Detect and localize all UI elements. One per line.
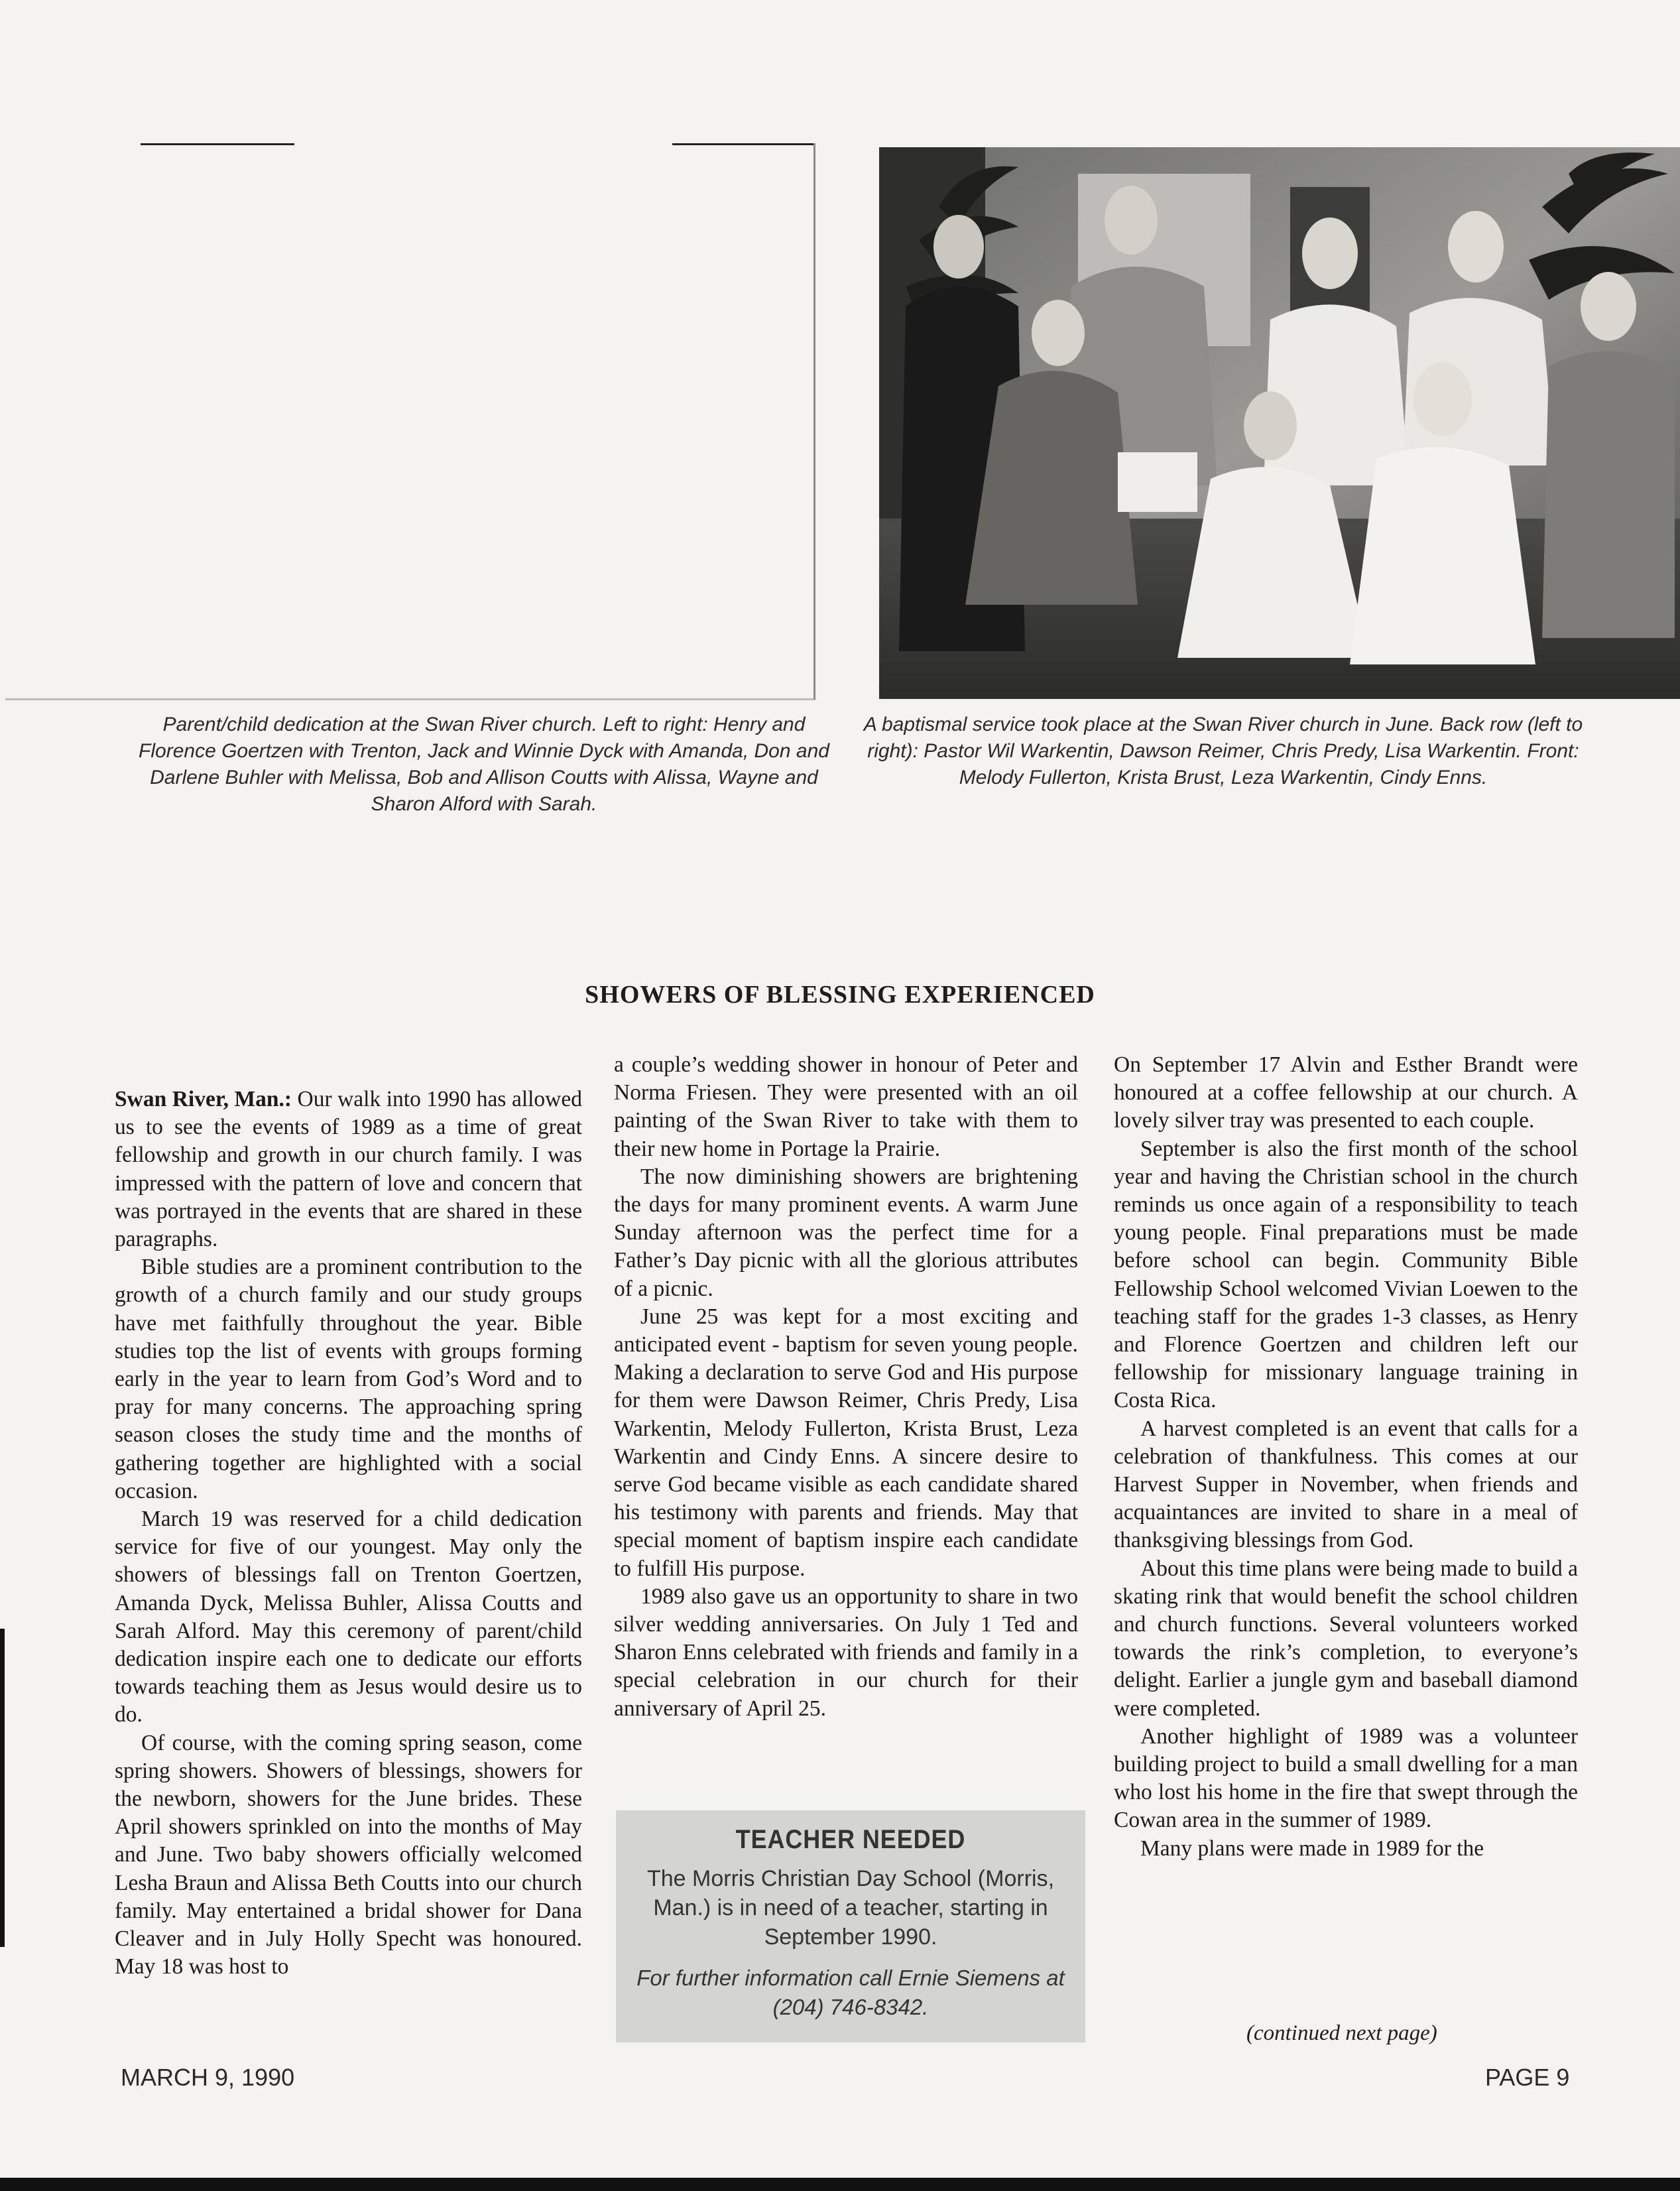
article-paragraph: The now diminishing showers are brightening the days for many prominent events. A warm June Sunday afternoon was the perfect time for a Father’s Day picnic with all the glorious attributes of a picnic. <box>614 1164 1078 1301</box>
teacher-ad-contact: For further information call Ernie Siemens at (204) 746-8342. <box>636 1966 1065 2019</box>
article-headline: SHOWERS OF BLESSING EXPERIENCED <box>585 981 1095 1009</box>
baptism-photo-image <box>879 147 1680 699</box>
article-paragraph: On September 17 Alvin and Esther Brandt were honoured at a coffee fellowship at our church. A lovely silver tray was presented to each couple. <box>1114 1052 1578 1133</box>
article-paragraph: Many plans were made in 1989 for the <box>1140 1836 1484 1861</box>
article-paragraph: Bible studies are a prominent contribution to the growth of a church family and our study groups have met faithfully throughout the year. Bible studies top the list of events with groups forming early in the year to learn from God’s Word and to pray for many concerns. The approaching spring season closes the study time and the months of gathering together are highlighted with a social occasion. <box>115 1255 582 1503</box>
teacher-needed-ad <box>616 1810 1085 2042</box>
article-column-1 <box>115 1086 582 1981</box>
teacher-ad-title: TEACHER NEEDED <box>735 1825 966 1854</box>
baptism-photo-caption: A baptismal service took place at the Swan River church in June. Back row (left to right): Pastor Wil Warkentin, Dawson Reimer, Chris Predy, Lisa Warkentin. Front: Melody Fullerton, Krista Brust, Leza Warkentin, Cindy Enns. <box>863 714 1583 788</box>
article-paragraph: June 25 was kept for a most exciting and anticipated event - baptism for seven young people. Making a declaration to serve God and His purpose for them were Dawson Reimer, Chris Predy, Lisa Warkentin, Melody Fullerton, Krista Brust, Leza Warkentin and Cindy Enns. A sincere desire to serve God became visible as each candidate shared his testimony with parents and friends. May that special moment of baptism inspire each candidate to fulfill His purpose. <box>614 1304 1078 1581</box>
article-column-2 <box>614 1051 1078 1723</box>
article-paragraph: Swan River, Man.: Our walk into 1990 has allowed us to see the events of 1989 as a time of great fellowship and growth in our church family. I was impressed with the pattern of love and concern that was portrayed in the events that are shared in these paragraphs. <box>115 1087 582 1252</box>
article-paragraph: About this time plans were being made to build a skating rink that would benefit the school children and church functions. Several volunteers worked towards the rink’s completion, to everyone’s delight. Earlier a jungle gym and baseball diamond were completed. <box>1114 1556 1578 1721</box>
article-dateline: Swan River, Man.: <box>115 1087 292 1111</box>
article-column-3 <box>1114 1051 1578 1863</box>
article-paragraph: Another highlight of 1989 was a volunteer building project to build a small dwelling for a man who lost his home in the fire that swept through the Cowan area in the summer of 1989. <box>1114 1723 1578 1833</box>
article-paragraph: September is also the first month of the school year and having the Christian school in the church reminds us once again of a responsibility to teach young people. Final preparations must be made before school can begin. Community Bible Fellowship School welcomed Vivian Loewen to the teaching staff for the grades 1-3 classes, as Henry and Florence Goertzen and children left our fellowship for missionary language training in Costa Rica. <box>1114 1136 1578 1413</box>
issue-date: MARCH 9, 1990 <box>121 2064 295 2091</box>
continued-note: (continued next page) <box>1246 2021 1437 2045</box>
article-paragraph: March 19 was reserved for a child dedication service for five of our youngest. May only the showers of blessings fall on Trenton Goertzen, Amanda Dyck, Melissa Buhler, Alissa Coutts and Sarah Alford. May this ceremony of parent/child dedication inspire each one to dedicate our efforts towards teaching them as Jesus would desire us to do. <box>115 1507 582 1727</box>
dedication-photo-frame <box>5 143 815 700</box>
scan-bottom-edge <box>0 2178 1680 2191</box>
article-paragraph: Of course, with the coming spring season, come spring showers. Showers of blessings, showers for the newborn, showers for the June brides. These April showers sprinkled on into the months of May and June. Two baby showers officially welcomed Lesha Braun and Alissa Beth Coutts into our church family. May entertained a bridal shower for Dana Cleaver and in July Holly Specht was honoured. May 18 was host to <box>115 1730 582 1979</box>
article-paragraph: A harvest completed is an event that calls for a celebration of thankfulness. This comes at our Harvest Supper in November, when friends and acquaintances are invited to share in a meal of thanksgiving blessings from God. <box>1114 1416 1578 1553</box>
teacher-ad-text: The Morris Christian Day School (Morris, Man.) is in need of a teacher, starting in September 1990. <box>646 1866 1055 1950</box>
scan-edge-mark <box>0 1629 5 1947</box>
article-paragraph: 1989 also gave us an opportunity to share in two silver wedding anniversaries. On July 1 Ted and Sharon Enns celebrated with friends and family in a special celebration in our church for their anniversary of April 25. <box>614 1584 1078 1721</box>
baptism-photo <box>879 147 1680 699</box>
dedication-photo-caption: Parent/child dedication at the Swan River church. Left to right: Henry and Florence Goertzen with Trenton, Jack and Winnie Dyck with Amanda, Don and Darlene Buhler with Melissa, Bob and Allison Coutts with Alissa, Wayne and Sharon Alford with Sarah. <box>139 714 829 815</box>
article-paragraph: a couple’s wedding shower in honour of Peter and Norma Friesen. They were presented with an oil painting of the Swan River to take with them to their new home in Portage la Prairie. <box>614 1052 1078 1161</box>
page-number: PAGE 9 <box>1485 2064 1570 2091</box>
